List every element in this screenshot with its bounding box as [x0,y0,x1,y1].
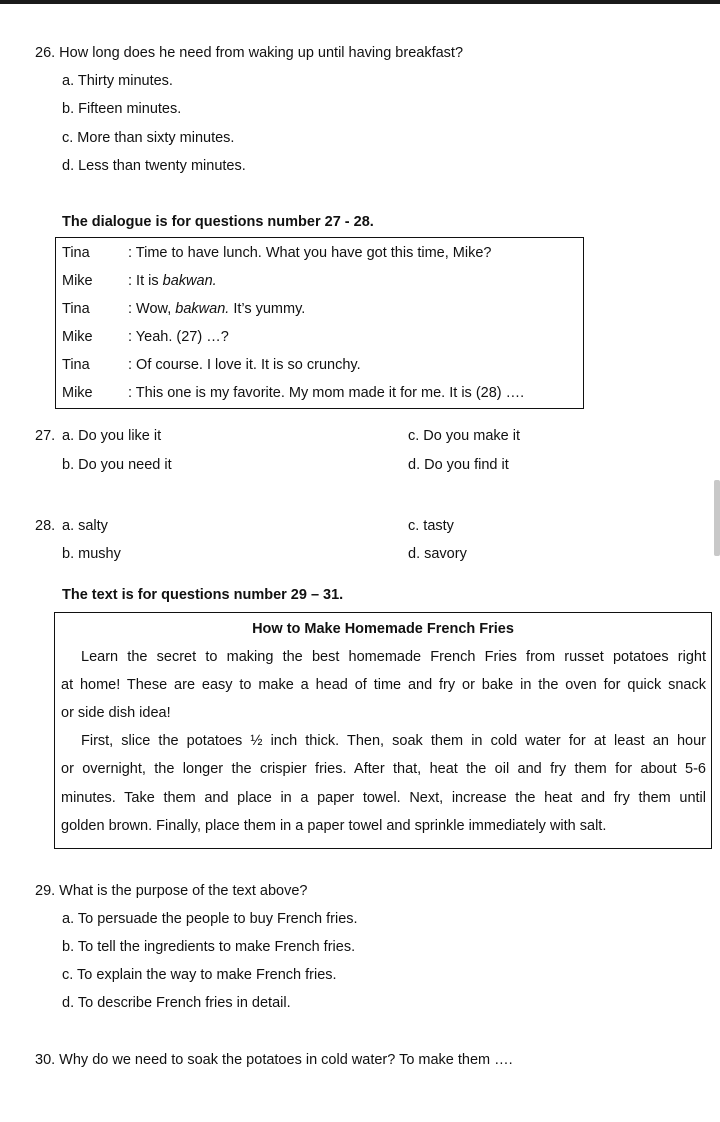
question-27-number: 27. [35,428,56,444]
q28-option-c: c. tasty [408,518,454,534]
dialogue-text: : Yeah. (27) …? [128,329,229,345]
text-line: Learn the secret to making the best homemade French Fries from russet potatoes right [81,649,706,665]
top-border [0,0,720,4]
text-box [54,612,712,849]
q27-option-a: a. Do you like it [62,428,162,444]
q27-option-c: c. Do you make it [408,428,521,444]
q29-option-d: d. To describe French fries in detail. [62,995,291,1011]
dialogue-speaker: Tina [62,357,90,373]
dialogue-box [55,237,584,409]
dialogue-speaker: Tina [62,245,90,261]
text-line: or side dish idea! [61,705,171,721]
dialogue-text: : Time to have lunch. What you have got this time, Mike? [128,245,492,261]
dialogue-speaker: Mike [62,329,93,345]
text-line: First, slice the potatoes ½ inch thick. Then, soak them in cold water for at least an hour [81,733,706,749]
text-line: or overnight, the longer the crispier fries. After that, heat the oil and fry them for about 5-6 [61,761,706,777]
dialogue-text: : It is bakwan. [128,273,217,289]
q26-option-a: a. Thirty minutes. [62,73,173,89]
dialogue-text: : This one is my favorite. My mom made it for me. It is (28) …. [128,385,525,401]
dialogue-speaker: Mike [62,385,93,401]
question-26: 26. How long does he need from waking up until having breakfast? [35,45,464,61]
q26-option-c: c. More than sixty minutes. [62,130,235,146]
q29-option-c: c. To explain the way to make French fries. [62,967,337,983]
text-line: golden brown. Finally, place them in a paper towel and sprinkle immediately with salt. [61,818,607,834]
q28-option-a: a. salty [62,518,108,534]
dialogue-speaker: Tina [62,301,90,317]
text-line: at home! These are easy to make a head of time and fry or bake in the oven for quick snack [61,677,706,693]
q29-option-b: b. To tell the ingredients to make French fries. [62,939,356,955]
q26-option-d: d. Less than twenty minutes. [62,158,246,174]
q27-option-b: b. Do you need it [62,457,172,473]
dialogue-text: : Wow, bakwan. It’s yummy. [128,301,306,317]
text-title: How to Make Homemade French Fries [252,621,514,637]
dialogue-speaker: Mike [62,273,93,289]
q27-option-d: d. Do you find it [408,457,509,473]
scrollbar-thumb[interactable] [714,480,720,556]
question-30: 30. Why do we need to soak the potatoes in cold water? To make them …. [35,1052,513,1068]
q28-option-d: d. savory [408,546,467,562]
text-heading: The text is for questions number 29 – 31. [62,587,344,603]
text-line: minutes. Take them and place in a paper towel. Next, increase the heat and fry them until [61,790,706,806]
question-28-number: 28. [35,518,56,534]
q29-option-a: a. To persuade the people to buy French fries. [62,911,358,927]
dialogue-text: : Of course. I love it. It is so crunchy. [128,357,361,373]
q28-option-b: b. mushy [62,546,121,562]
q26-option-b: b. Fifteen minutes. [62,101,182,117]
question-29: 29. What is the purpose of the text above? [35,883,308,899]
dialogue-heading: The dialogue is for questions number 27 - 28. [62,214,374,230]
